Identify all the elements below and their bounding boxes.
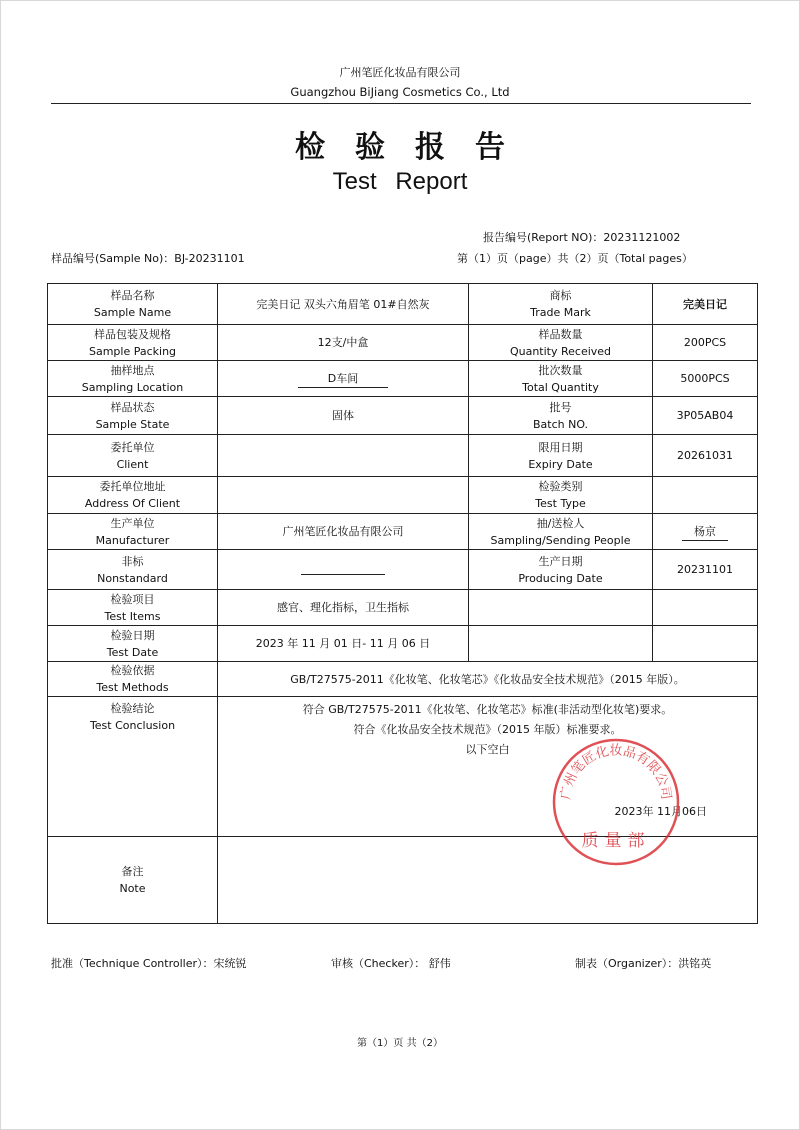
- report-title-en: Test Report: [332, 168, 468, 195]
- table-row: [48, 361, 758, 397]
- footer-approver: 批准（Technique Controller）：宋统锐: [51, 957, 247, 970]
- value-batch-no: 3P05AB04: [653, 397, 758, 435]
- value-test-items: 感官、理化指标，卫生指标: [218, 590, 469, 626]
- label-total-quantity: 批次数量 Total Quantity: [469, 361, 653, 397]
- empty-cell: [653, 626, 758, 662]
- value-address-of-client: [218, 477, 469, 514]
- value-test-type: [653, 477, 758, 514]
- label-quantity-received: 样品数量 Quantity Received: [469, 325, 653, 361]
- stamp-center-text: 质量部: [581, 831, 651, 851]
- value-total-quantity: 5000PCS: [653, 361, 758, 397]
- label-producing-date: 生产日期 Producing Date: [469, 550, 653, 590]
- value-manufacturer: 广州笔匠化妆品有限公司: [218, 514, 469, 550]
- label-address-of-client: 委托单位地址 Address Of Client: [48, 477, 218, 514]
- value-quantity-received: 200PCS: [653, 325, 758, 361]
- label-sampling-people: 抽/送检人 Sampling/Sending People: [469, 514, 653, 550]
- table-row: [48, 626, 758, 662]
- table-row: [48, 662, 758, 697]
- table-row: [48, 837, 758, 924]
- label-batch-no: 批号 Batch NO.: [469, 397, 653, 435]
- conclusion-line: 以下空白: [465, 743, 510, 756]
- value-sampling-people: 杨京: [653, 514, 758, 550]
- blank-underline: [301, 565, 385, 575]
- value-client: [218, 435, 469, 477]
- empty-cell: [469, 590, 653, 626]
- conclusion-line: 符合 GB/T27575-2011《化妆笔、化妆笔芯》标准(非活动型化妆笔)要求。: [302, 703, 673, 716]
- label-sample-state: 样品状态 Sample State: [48, 397, 218, 435]
- label-sample-name: 样品名称 Sample Name: [48, 284, 218, 325]
- header-divider: [51, 103, 751, 104]
- label-sample-packing: 样品包装及规格 Sample Packing: [48, 325, 218, 361]
- table-row: [48, 477, 758, 514]
- report-title-cn: 检验报告: [295, 130, 535, 165]
- report-number: 报告编号(Report NO)：20231121002: [483, 231, 681, 244]
- conclusion-line: 符合《化妆品安全技术规范》（2015 年版）标准要求。: [353, 723, 622, 736]
- value-note: [218, 837, 758, 924]
- stamp-ring-text: 广州笔匠化妆品有限公司: [558, 743, 674, 801]
- company-name-en: Guangzhou BiJiang Cosmetics Co., Ltd: [290, 85, 510, 99]
- table-row: [48, 697, 758, 837]
- table-row: [48, 514, 758, 550]
- label-nonstandard: 非标 Nonstandard: [48, 550, 218, 590]
- footer-organizer: 制表（Organizer）：洪铭英: [575, 957, 712, 970]
- label-note: 备注 Note: [48, 837, 218, 924]
- label-expiry-date: 限用日期 Expiry Date: [469, 435, 653, 477]
- label-test-methods: 检验依据 Test Methods: [48, 662, 218, 697]
- value-test-conclusion: [218, 697, 758, 837]
- empty-cell: [653, 590, 758, 626]
- value-trade-mark: 完美日记: [653, 284, 758, 325]
- value-sample-packing: 12支/中盒: [218, 325, 469, 361]
- table-row: [48, 284, 758, 325]
- value-expiry-date: 20261031: [653, 435, 758, 477]
- value-nonstandard: [218, 550, 469, 590]
- page-info: 第（1）页（page）共（2）页（Total pages）: [457, 252, 693, 265]
- value-test-methods: GB/T27575-2011《化妆笔、化妆笔芯》《化妆品安全技术规范》（2015 年版）。: [218, 662, 758, 697]
- table-row: [48, 435, 758, 477]
- value-sampling-location: D车间: [218, 361, 469, 397]
- label-test-type: 检验类别 Test Type: [469, 477, 653, 514]
- company-name-cn: 广州笔匠化妆品有限公司: [339, 66, 461, 79]
- value-producing-date: 20231101: [653, 550, 758, 590]
- value-sample-name: 完美日记 双头六角眉笔 01#自然灰: [218, 284, 469, 325]
- label-test-conclusion: 检验结论 Test Conclusion: [48, 697, 218, 837]
- label-trade-mark: 商标 Trade Mark: [469, 284, 653, 325]
- value-test-date: 2023 年 11 月 01 日- 11 月 06 日: [218, 626, 469, 662]
- footer-checker: 审核（Checker）： 舒伟: [331, 957, 451, 970]
- label-test-date: 检验日期 Test Date: [48, 626, 218, 662]
- page-footer: 第（1）页 共（2）: [357, 1038, 443, 1049]
- table-row: [48, 590, 758, 626]
- report-table: [47, 283, 758, 924]
- value-sample-state: 固体: [218, 397, 469, 435]
- sample-number: 样品编号(Sample No)：BJ-20231101: [51, 252, 245, 265]
- label-test-items: 检验项目 Test Items: [48, 590, 218, 626]
- conclusion-date: 2023年 11月06日: [614, 805, 707, 818]
- label-client: 委托单位 Client: [48, 435, 218, 477]
- empty-cell: [469, 626, 653, 662]
- label-sampling-location: 抽样地点 Sampling Location: [48, 361, 218, 397]
- table-row: [48, 397, 758, 435]
- table-row: [48, 325, 758, 361]
- table-row: [48, 550, 758, 590]
- label-manufacturer: 生产单位 Manufacturer: [48, 514, 218, 550]
